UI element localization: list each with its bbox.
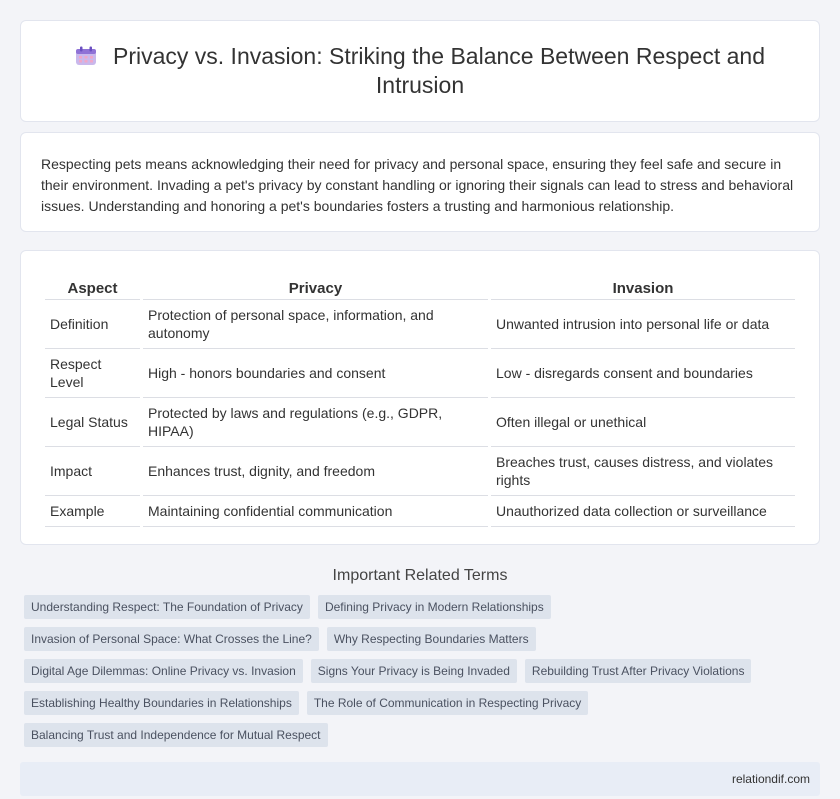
footer <box>20 762 820 796</box>
cell-privacy: Protection of personal space, information, and autonomy <box>143 300 488 349</box>
cell-aspect: Legal Status <box>45 398 140 447</box>
table-row <box>45 349 795 398</box>
cell-invasion: Unwanted intrusion into personal life or data <box>491 300 795 349</box>
related-term-link[interactable]: Signs Your Privacy is Being Invaded <box>311 659 517 683</box>
table-row <box>45 496 795 527</box>
table-header-row <box>45 273 795 300</box>
table-row <box>45 447 795 496</box>
related-term-link[interactable]: The Role of Communication in Respecting Privacy <box>307 691 588 715</box>
related-terms-list <box>20 595 820 747</box>
cell-privacy: Enhances trust, dignity, and freedom <box>143 447 488 496</box>
cell-privacy: Protected by laws and regulations (e.g., GDPR, HIPAA) <box>143 398 488 447</box>
cell-invasion: Often illegal or unethical <box>491 398 795 447</box>
intro-text: Respecting pets means acknowledging their need for privacy and personal space, ensuring they feel safe and secure in their environment. Invading a pet's privacy by constant handling or ignoring their signals can lead to stress and behavioral issues. Understanding and honoring a pet's boundaries fosters a trusting and harmonious relationship. <box>41 156 794 214</box>
related-term-link[interactable]: Digital Age Dilemmas: Online Privacy vs. Invasion <box>24 659 303 683</box>
table-row <box>45 398 795 447</box>
footer-site-name: relationdif.com <box>731 772 810 786</box>
cell-aspect: Example <box>45 496 140 527</box>
header-card <box>20 20 820 122</box>
related-term-link[interactable]: Defining Privacy in Modern Relationships <box>318 595 551 619</box>
page-title <box>61 42 779 100</box>
cell-invasion: Unauthorized data collection or surveillance <box>491 496 795 527</box>
page-title-text: Privacy vs. Invasion: Striking the Balance Between Respect and Intrusion <box>112 43 765 98</box>
comparison-table-card <box>20 250 820 545</box>
cell-privacy: High - honors boundaries and consent <box>143 349 488 398</box>
cell-aspect: Impact <box>45 447 140 496</box>
cell-invasion: Low - disregards consent and boundaries <box>491 349 795 398</box>
related-term-link[interactable]: Establishing Healthy Boundaries in Relationships <box>24 691 299 715</box>
cell-aspect: Respect Level <box>45 349 140 398</box>
header <box>61 42 779 100</box>
header-aspect: Aspect <box>45 273 140 300</box>
related-term-link[interactable]: Why Respecting Boundaries Matters <box>327 627 536 651</box>
header-invasion: Invasion <box>491 273 795 300</box>
related-term-link[interactable]: Understanding Respect: The Foundation of Privacy <box>24 595 310 619</box>
related-term-link[interactable]: Balancing Trust and Independence for Mutual Respect <box>24 723 328 747</box>
cell-privacy: Maintaining confidential communication <box>143 496 488 527</box>
cell-invasion: Breaches trust, causes distress, and violates rights <box>491 447 795 496</box>
related-term-link[interactable]: Rebuilding Trust After Privacy Violations <box>525 659 752 683</box>
related-terms-section <box>20 567 820 747</box>
cell-aspect: Definition <box>45 300 140 349</box>
related-term-link[interactable]: Invasion of Personal Space: What Crosses the Line? <box>24 627 319 651</box>
comparison-table <box>42 273 798 527</box>
intro-card <box>20 132 820 232</box>
calendar-icon <box>75 46 97 66</box>
header-privacy: Privacy <box>143 273 488 300</box>
related-terms-title: Important Related Terms <box>332 567 508 584</box>
table-row <box>45 300 795 349</box>
